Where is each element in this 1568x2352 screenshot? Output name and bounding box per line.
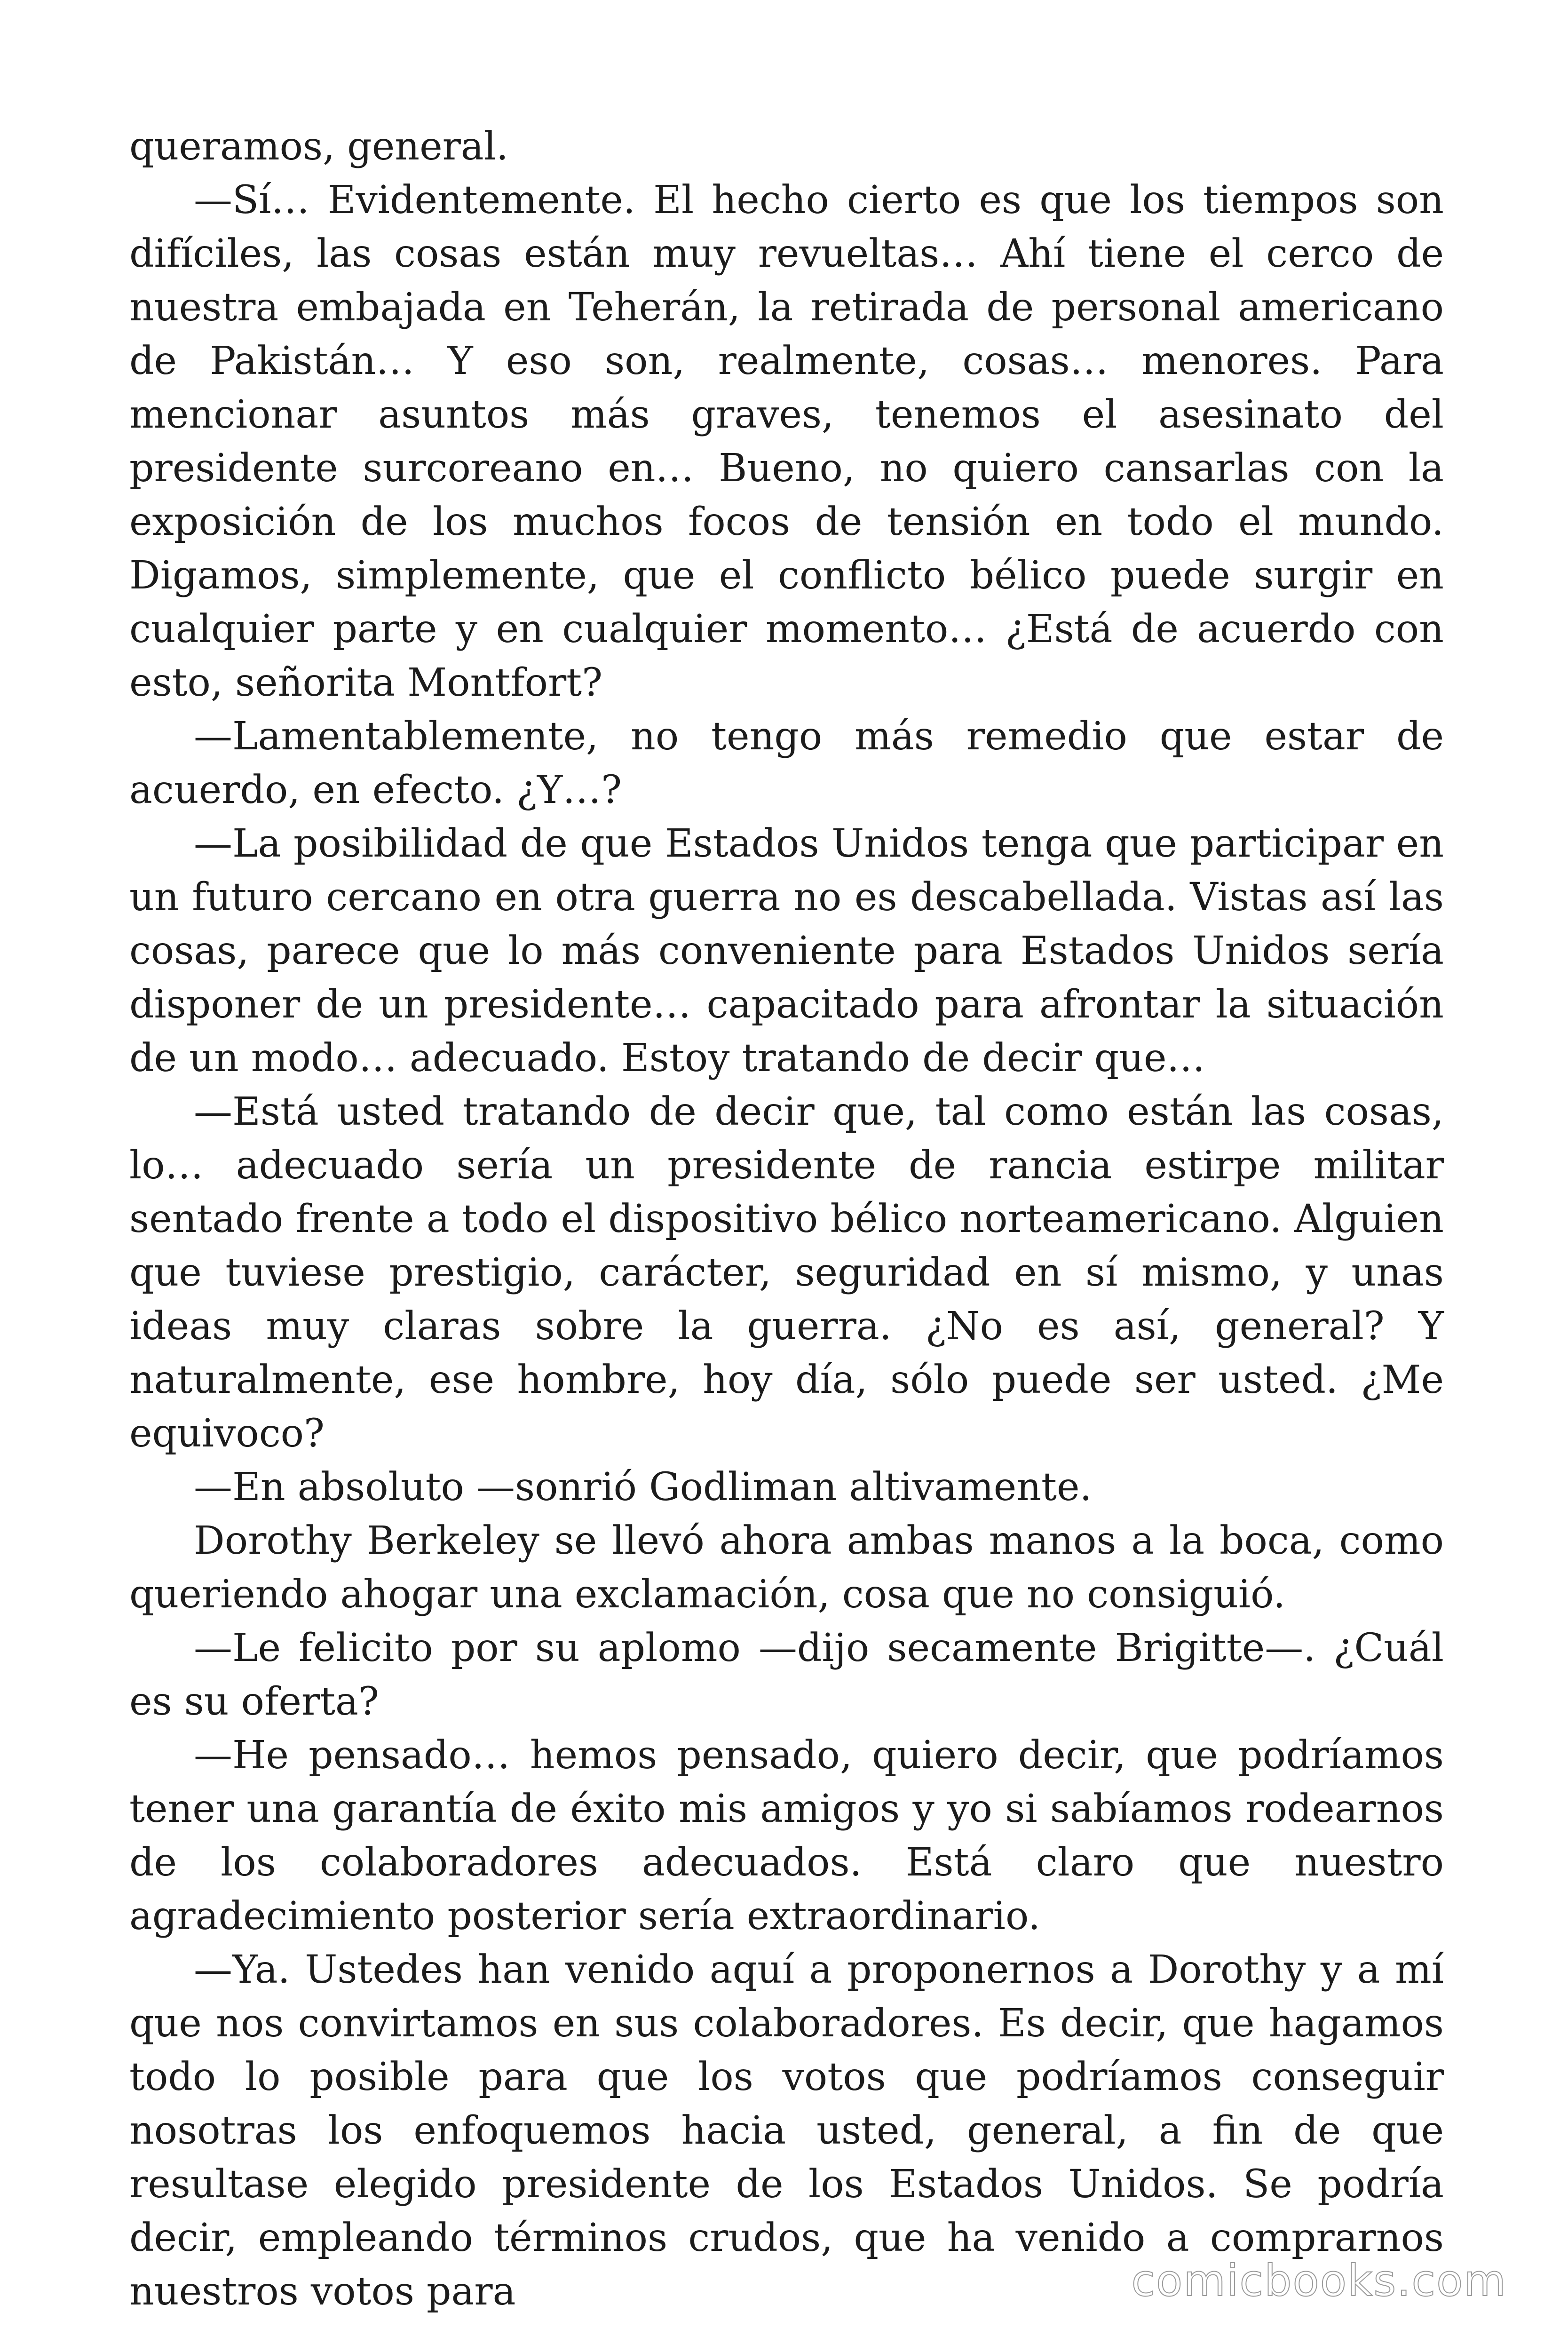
paragraph: —Sí… Evidentemente. El hecho cierto es que los tiempos son difíciles, las cosas están muy revueltas… Ahí tiene el cerco de nuestra embajada en Teherán, la retirada de personal americano de Pakistán… Y eso son, realmente, cosas… menores. Para mencionar asuntos más graves, tenemos el asesinato del presidente surcoreano en… Bueno, no quiero cansarlas con la exposición de los muchos focos de tensión en todo el mundo. Digamos, simplemente, que el conflicto bélico puede surgir en cualquier parte y en cualquier momento… ¿Está de acuerdo con esto, señorita Montfort?: [129, 178, 1444, 705]
paragraph: —En absoluto —sonrió Godliman altivamente.: [194, 1465, 1092, 1510]
paragraph: Dorothy Berkeley se llevó ahora ambas manos a la boca, como queriendo ahogar una exclamación, cosa que no consiguió.: [129, 1518, 1444, 1617]
book-page-text: [129, 120, 1444, 2319]
paragraph: —He pensado… hemos pensado, quiero decir, que podríamos tener una garantía de éxito mis amigos y yo si sabíamos rodearnos de los colaboradores adecuados. Está claro que nuestro agradecimiento posterior sería extraordinario.: [129, 1733, 1444, 1939]
site-watermark: comicbooks.com: [1131, 2256, 1507, 2306]
paragraph: queramos, general.: [129, 124, 508, 169]
paragraph: —Lamentablemente, no tengo más remedio que estar de acuerdo, en efecto. ¿Y…?: [129, 714, 1444, 812]
paragraph: —Le felicito por su aplomo —dijo secamente Brigitte—. ¿Cuál es su oferta?: [129, 1626, 1444, 1724]
paragraph: —La posibilidad de que Estados Unidos tenga que participar en un futuro cercano en otra guerra no es descabellada. Vistas así las cosas, parece que lo más conveniente para Estados Unidos sería disponer de un presidente… capacitado para afrontar la situación de un modo… adecuado. Estoy tratando de decir que…: [129, 821, 1444, 1081]
paragraph: —Está usted tratando de decir que, tal como están las cosas, lo… adecuado sería un presidente de rancia estirpe militar sentado frente a todo el dispositivo bélico norteamericano. Alguien que tuviese prestigio, carácter, seguridad en sí mismo, y unas ideas muy claras sobre la guerra. ¿No es así, general? Y naturalmente, ese hombre, hoy día, sólo puede ser usted. ¿Me equivoco?: [129, 1089, 1444, 1456]
paragraph: —Ya. Ustedes han venido aquí a proponernos a Dorothy y a mí que nos convirtamos en sus colaboradores. Es decir, que hagamos todo lo posible para que los votos que podríamos conseguir nosotras los enfoquemos hacia usted, general, a fin de que resultase elegido presidente de los Estados Unidos. Se podría decir, empleando términos crudos, que ha venido a comprarnos nuestros votos para: [129, 1947, 1444, 2314]
